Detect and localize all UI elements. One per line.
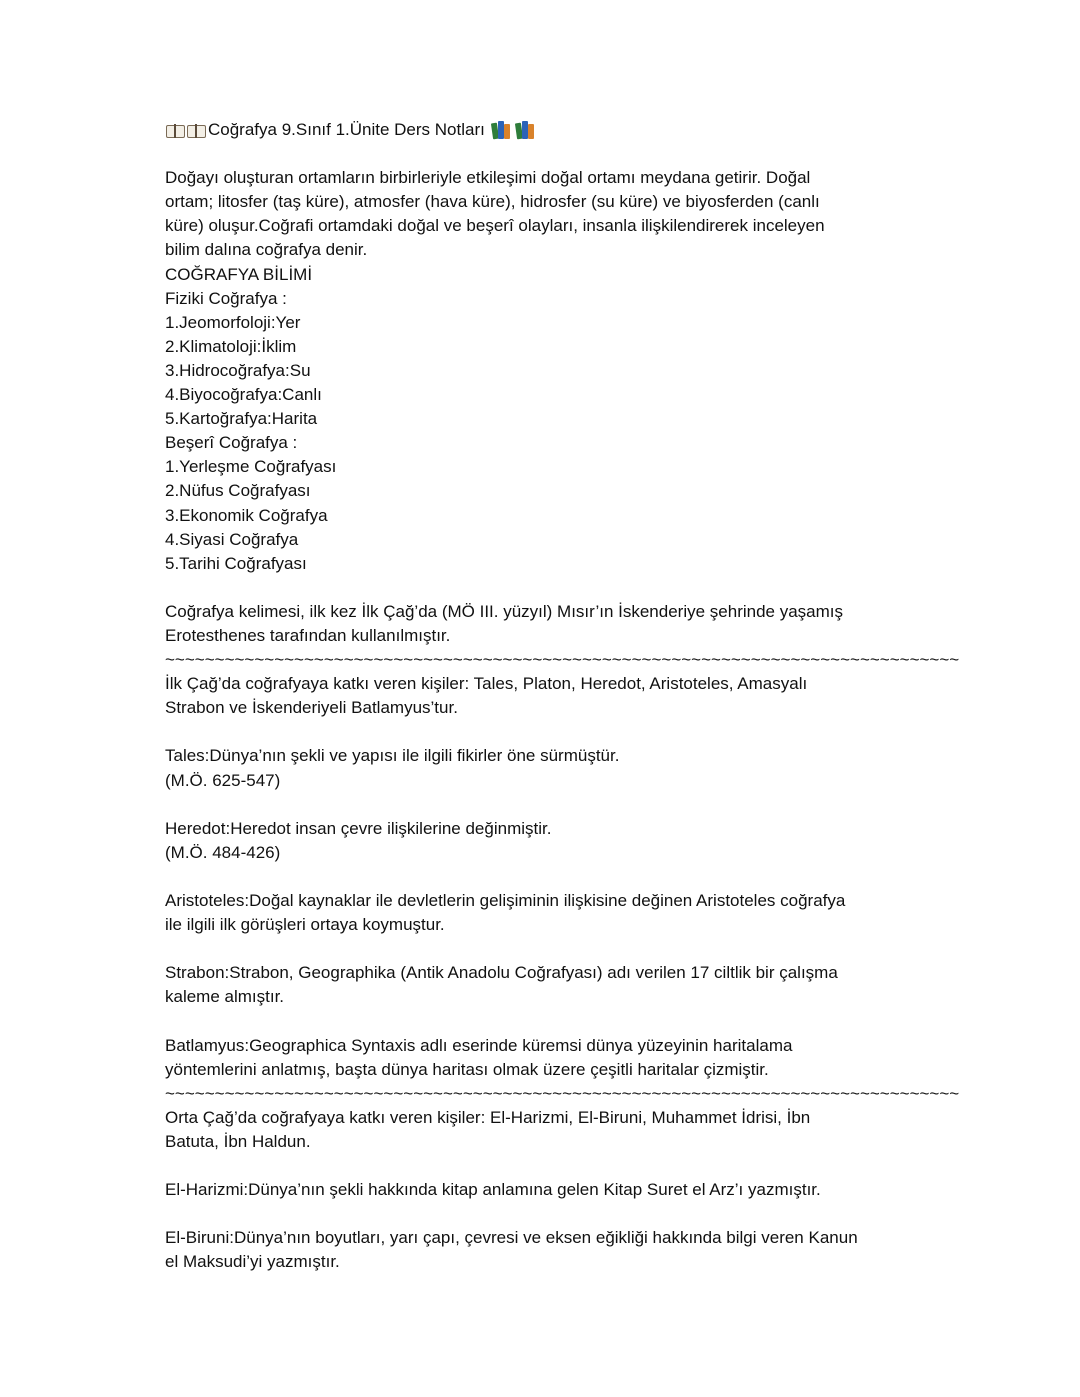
- text-line: 4.Siyasi Coğrafya: [165, 529, 299, 549]
- blank-line: [165, 793, 925, 817]
- text-line: Doğayı oluşturan ortamların birbirleriyle etkileşimi doğal ortamı meydana getirir. Doğal: [165, 168, 811, 188]
- open-book-icon: [186, 123, 206, 138]
- blank-line: [165, 1009, 925, 1033]
- text-line: COĞRAFYA BİLİMİ: [165, 264, 313, 284]
- text-line: Erotesthenes tarafından kullanılmıştır.: [165, 625, 451, 645]
- text-line: 4.Biyocoğrafya:Canlı: [165, 385, 322, 405]
- text-line: yöntemlerini anlatmış, başta dünya haritası olmak üzere çeşitli haritalar çizmiştir.: [165, 1059, 769, 1079]
- document-body: [165, 142, 960, 1274]
- text-line: Batlamyus:Geographica Syntaxis adlı eserinde küremsi dünya yüzeyinin haritalama: [165, 1035, 793, 1055]
- document-page: [165, 118, 960, 1275]
- text-line: ortam; litosfer (taş küre), atmosfer (hava küre), hidrosfer (su küre) ve biyosferden (canlı: [165, 192, 820, 212]
- text-line: (M.Ö. 484-426): [165, 842, 281, 862]
- text-line: 1.Jeomorfoloji:Yer: [165, 312, 301, 332]
- text-line: Fiziki Coğrafya :: [165, 288, 287, 308]
- text-line: 5.Kartoğrafya:Harita: [165, 409, 318, 429]
- text-line: 5.Tarihi Coğrafyası: [165, 553, 307, 573]
- text-line: bilim dalına coğrafya denir.: [165, 240, 368, 260]
- text-line: ~~~~~~~~~~~~~~~~~~~~~~~~~~~~~~~~~~~~~~~~~~~~~~~~~~~~~~~~~~~~~~~~~~~~~~~~~~~~~~~~: [165, 1083, 960, 1103]
- text-line: küre) oluşur.Coğrafi ortamdaki doğal ve beşerî olayları, insanla ilişkilendirerek inceleyen: [165, 216, 825, 236]
- text-line: 3.Hidrocoğrafya:Su: [165, 360, 311, 380]
- text-line: ile ilgili ilk görüşleri ortaya koymuştur.: [165, 915, 445, 935]
- document-title: Coğrafya 9.Sınıf 1.Ünite Ders Notları: [208, 120, 485, 139]
- blank-line: [165, 576, 925, 600]
- text-line: El-Harizmi:Dünya’nın şekli hakkında kitap anlamına gelen Kitap Suret el Arz’ı yazmıştır.: [165, 1180, 821, 1200]
- blank-line: [165, 937, 925, 961]
- text-line: (M.Ö. 625-547): [165, 770, 281, 790]
- text-line: El-Biruni:Dünya’nın boyutları, yarı çapı, çevresi ve eksen eğikliği hakkında bilgi veren Kanun: [165, 1228, 858, 1248]
- text-line: 1.Yerleşme Coğrafyası: [165, 457, 337, 477]
- text-line: kaleme almıştır.: [165, 987, 285, 1007]
- books-icon: [490, 120, 512, 140]
- text-line: Heredot:Heredot insan çevre ilişkilerine değinmiştir.: [165, 818, 552, 838]
- text-line: 3.Ekonomik Coğrafya: [165, 505, 328, 525]
- text-line: Orta Çağ’da coğrafyaya katkı veren kişiler: El-Harizmi, El-Biruni, Muhammet İdrisi, İbn: [165, 1107, 811, 1127]
- text-line: el Maksudi’yi yazmıştır.: [165, 1252, 340, 1272]
- text-line: İlk Çağ’da coğrafyaya katkı veren kişiler: Tales, Platon, Heredot, Aristoteles, Amasyalı: [165, 674, 808, 694]
- books-icon: [514, 120, 536, 140]
- blank-line: [165, 865, 925, 889]
- document-title-row: [165, 118, 925, 142]
- blank-line: [165, 720, 925, 744]
- text-line: 2.Klimatoloji:İklim: [165, 336, 297, 356]
- blank-line: [165, 1202, 925, 1226]
- text-line: Strabon:Strabon, Geographika (Antik Anadolu Coğrafyası) adı verilen 17 ciltlik bir çalışma: [165, 963, 838, 983]
- open-book-icon: [165, 123, 185, 138]
- text-line: Strabon ve İskenderiyeli Batlamyus’tur.: [165, 698, 458, 718]
- text-line: Coğrafya kelimesi, ilk kez İlk Çağ’da (MÖ III. yüzyıl) Mısır’ın İskenderiye şehrinde yaşamış: [165, 601, 844, 621]
- text-line: Aristoteles:Doğal kaynaklar ile devletlerin gelişiminin ilişkisine değinen Aristoteles coğrafya: [165, 891, 846, 910]
- blank-line: [165, 1154, 925, 1178]
- text-line: 2.Nüfus Coğrafyası: [165, 481, 311, 501]
- text-line: Tales:Dünya’nın şekli ve yapısı ile ilgili fikirler öne sürmüştür.: [165, 746, 620, 766]
- text-line: ~~~~~~~~~~~~~~~~~~~~~~~~~~~~~~~~~~~~~~~~~~~~~~~~~~~~~~~~~~~~~~~~~~~~~~~~~~~~~~~~: [165, 650, 960, 670]
- text-line: Beşerî Coğrafya :: [165, 433, 298, 453]
- blank-line: [165, 142, 925, 166]
- text-line: Batuta, İbn Haldun.: [165, 1131, 311, 1151]
